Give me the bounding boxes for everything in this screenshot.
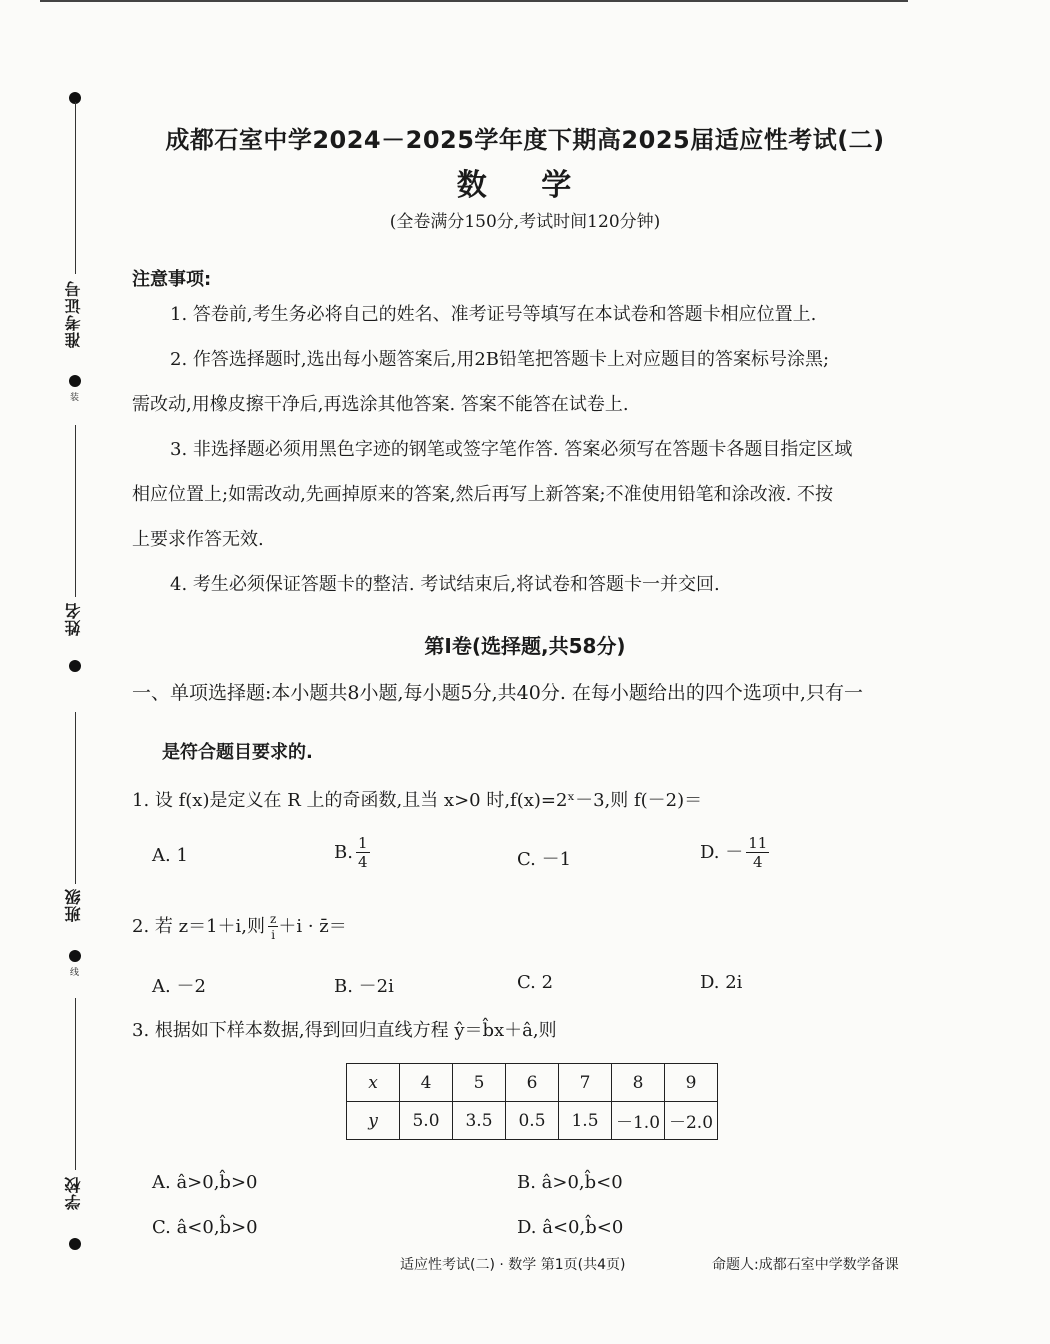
q1-option-d-fraction [746, 836, 769, 870]
q1-option-b [334, 836, 370, 870]
q2-option-c: C. 2 [517, 972, 554, 993]
instruction-2-line1: 2. 作答选择题时,选出每小题答案后,用2B铅笔把答题卡上对应题目的答案标号涂黑; [170, 349, 830, 370]
instruction-2-line2: 需改动,用橡皮擦干净后,再选涂其他答案. 答案不能答在试卷上. [132, 394, 629, 415]
binding-line [75, 998, 76, 1170]
exam-note: (全卷满分150分,考试时间120分钟) [389, 212, 661, 232]
section-intro-text: 一、单项选择题:本小题共8小题,每小题5分,共40分. 在每小题给出的四个选项中,只有一 [132, 682, 863, 704]
page-footer: 适应性考试(二) · 数学 第1页(共4页) [400, 1257, 626, 1273]
q1-option-d [700, 836, 769, 870]
table-cell: 3.5 [453, 1102, 506, 1140]
table-cell: 4 [400, 1064, 453, 1102]
subject-title: 数 学 [456, 168, 594, 203]
table-cell: 5 [453, 1064, 506, 1102]
binding-dot [69, 1238, 81, 1250]
table-row-x [347, 1064, 718, 1102]
table-cell: －2.0 [665, 1102, 718, 1140]
binding-dot [69, 375, 81, 387]
fraction-numerator: 11 [748, 834, 768, 852]
instruction-3-line3: 上要求作答无效. [132, 529, 264, 550]
binding-line [75, 712, 76, 884]
table-header-x: x [347, 1064, 400, 1102]
q2-stem [132, 912, 347, 941]
table-cell: 9 [665, 1064, 718, 1102]
q1-stem: 1. 设 f(x)是定义在 R 上的奇函数,且当 x>0 时,f(x)=2ˣ－3,则 f(－2)＝ [132, 790, 703, 811]
zhuang-mark: 装 [70, 393, 80, 403]
name-label: 姓名 [64, 602, 83, 636]
q1-option-c: C. －1 [517, 849, 572, 870]
q2-option-a: A. －2 [152, 976, 206, 997]
q2-stem-pre: 2. 若 z＝1＋i,则 [132, 916, 266, 937]
section-intro-line1 [132, 682, 906, 710]
table-cell: 7 [559, 1064, 612, 1102]
q3-option-a: A. â>0,b̂>0 [152, 1172, 258, 1193]
class-label: 班级 [64, 888, 83, 922]
q3-option-b: B. â>0,b̂<0 [517, 1172, 623, 1193]
top-rule [40, 0, 908, 2]
table-cell: 1.5 [559, 1102, 612, 1140]
table-cell: 0.5 [506, 1102, 559, 1140]
q2-stem-post: ＋i · z̄＝ [278, 916, 347, 937]
binding-line [75, 425, 76, 597]
fraction-numerator: 1 [357, 834, 368, 852]
table-row-y [347, 1102, 718, 1140]
binding-dot [69, 660, 81, 672]
q1-option-a: A. 1 [152, 845, 188, 866]
instruction-3-line1: 3. 非选择题必须用黑色字迹的钢笔或签字笔作答. 答案必须写在答题卡各题目指定区域 [170, 439, 853, 460]
fraction-denominator: 4 [357, 853, 368, 871]
q2-option-d: D. 2i [700, 972, 743, 993]
section-intro-line2: 是符合题目要求的. [162, 742, 313, 763]
instruction-4: 4. 考生必须保证答题卡的整洁. 考试结束后,将试卷和答题卡一并交回. [170, 574, 720, 595]
instruction-3-line2: 相应位置上;如需改动,先画掉原来的答案,然后再写上新答案;不准使用铅笔和涂改液. 不按 [132, 484, 834, 505]
school-label: 学校 [64, 1176, 83, 1210]
instruction-1: 1. 答卷前,考生务必将自己的姓名、准考证号等填写在本试卷和答题卡相应位置上. [170, 304, 817, 325]
author-footer: 命题人:成都石室中学数学备课 [712, 1257, 899, 1273]
table-cell: 8 [612, 1064, 665, 1102]
q1-option-d-label: D. － [700, 842, 744, 863]
fraction-denominator: 4 [753, 853, 763, 871]
q3-option-d: D. â<0,b̂<0 [517, 1217, 624, 1238]
q1-option-b-fraction [356, 836, 370, 870]
q3-option-c: C. â<0,b̂>0 [152, 1217, 258, 1238]
fraction-denominator: i [271, 928, 276, 942]
binding-dot [69, 950, 81, 962]
table-header-y: y [347, 1102, 400, 1140]
exam-title: 成都石室中学2024－2025学年度下期高2025届适应性考试(二) [165, 126, 885, 154]
xian-mark: 线 [70, 968, 80, 978]
q2-fraction [268, 913, 278, 941]
exam-id-label: 准考证号 [64, 280, 83, 348]
instructions-heading: 注意事项: [132, 269, 212, 290]
q1-option-b-label: B. [334, 842, 353, 863]
q3-data-table [346, 1063, 718, 1140]
section-title: 第Ⅰ卷(选择题,共58分) [424, 634, 626, 658]
table-cell: 6 [506, 1064, 559, 1102]
q3-stem: 3. 根据如下样本数据,得到回归直线方程 ŷ＝b̂x＋â,则 [132, 1020, 557, 1041]
table-cell: 5.0 [400, 1102, 453, 1140]
table-cell: －1.0 [612, 1102, 665, 1140]
fraction-numerator: z [270, 912, 277, 926]
q2-option-b: B. －2i [334, 976, 394, 997]
